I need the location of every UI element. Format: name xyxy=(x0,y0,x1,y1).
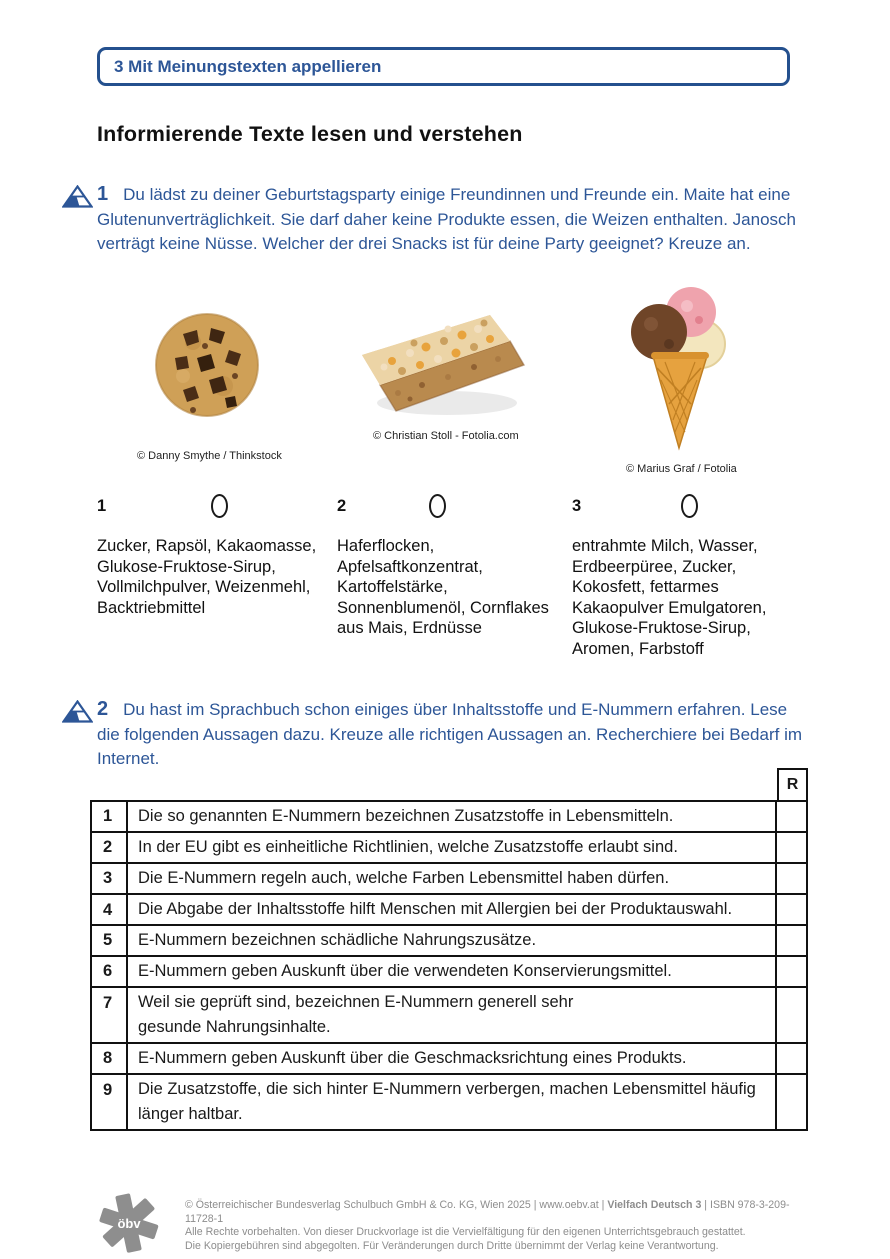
table-row xyxy=(91,1043,807,1074)
cookie-image xyxy=(153,306,261,429)
answer-checkbox-row-1[interactable] xyxy=(776,801,807,832)
exercise-2-number: 2 xyxy=(97,698,109,720)
row-number: 4 xyxy=(91,894,127,925)
credit-cookie: © Danny Smythe / Thinkstock xyxy=(137,450,282,462)
exercise-1 xyxy=(97,182,796,257)
answer-checkbox-row-5[interactable] xyxy=(776,925,807,956)
page-title: Informierende Texte lesen und verstehen xyxy=(97,122,523,146)
chapter-header-box xyxy=(97,47,790,86)
statement-text: In der EU gibt es einheitliche Richtlinien, welche Zusatzstoffe erlaubt sind. xyxy=(127,832,776,863)
check-column-header: R xyxy=(777,768,808,802)
table-row xyxy=(91,832,807,863)
answer-checkbox-row-7[interactable] xyxy=(776,987,807,1043)
table-row xyxy=(91,801,807,832)
ingredients-list-1: Zucker, Rapsöl, Kakaomasse, Glukose-Fruktose-Sirup, Vollmilchpulver, Weizenmehl, Backtriebmittel xyxy=(97,537,317,617)
table-row xyxy=(91,956,807,987)
statement-text: Die E-Nummern regeln auch, welche Farben Lebensmittel haben dürfen. xyxy=(127,863,776,894)
ingredients-list-2: Haferflocken, Apfelsaftkonzentrat, Kartoffelstärke, Sonnenblumenöl, Cornflakes aus Mais, Erdnüsse xyxy=(337,537,549,637)
answer-checkbox-row-3[interactable] xyxy=(776,863,807,894)
row-number: 2 xyxy=(91,832,127,863)
row-number: 5 xyxy=(91,925,127,956)
statement-text: Die Abgabe der Inhaltsstoffe hilft Menschen mit Allergien bei der Produktauswahl. xyxy=(127,894,776,925)
exercise-1-number: 1 xyxy=(97,183,109,205)
chapter-title: 3 Mit Meinungstexten appellieren xyxy=(114,56,382,76)
answer-circle-2[interactable] xyxy=(429,494,446,518)
table-row xyxy=(91,1074,807,1130)
exercise-2-prompt xyxy=(97,697,803,772)
row-number: 7 xyxy=(91,987,127,1043)
answer-checkbox-row-9[interactable] xyxy=(776,1074,807,1130)
footer-line-2: Alle Rechte vorbehalten. Von dieser Druckvorlage ist die Vervielfältigung für den eigenen Unterrichtsgebrauch gestattet. xyxy=(185,1226,746,1239)
footer-imprint xyxy=(185,1199,810,1253)
svg-text:öbv: öbv xyxy=(117,1216,141,1231)
credit-muesli-bar: © Christian Stoll - Fotolia.com xyxy=(373,430,519,442)
ingredients-list-3: entrahmte Milch, Wasser, Erdbeerpüree, Zucker, Kokosfett, fettarmes Kakaopulver Emulgatoren, Glukose-Fruktose-Sirup, Aromen, Farbstoff xyxy=(572,537,767,658)
answer-circle-3[interactable] xyxy=(681,494,698,518)
exercise-1-prompt xyxy=(97,182,796,257)
difficulty-pyramid-icon xyxy=(62,700,93,723)
statement-text: E-Nummern bezeichnen schädliche Nahrungszusätze. xyxy=(127,925,776,956)
exercise-2 xyxy=(97,697,803,772)
statement-text: Die Zusatzstoffe, die sich hinter E-Nummern verbergen, machen Lebensmittel häufig länger haltbar. xyxy=(127,1074,776,1130)
row-number: 9 xyxy=(91,1074,127,1130)
oebv-logo xyxy=(94,1192,168,1254)
answer-checkbox-row-6[interactable] xyxy=(776,956,807,987)
answer-checkbox-row-8[interactable] xyxy=(776,1043,807,1074)
credit-ice-cream: © Marius Graf / Fotolia xyxy=(626,463,737,475)
statements-table xyxy=(90,800,808,1131)
option-1-number: 1 xyxy=(97,497,107,515)
row-number: 6 xyxy=(91,956,127,987)
answer-checkbox-row-2[interactable] xyxy=(776,832,807,863)
answer-checkbox-row-4[interactable] xyxy=(776,894,807,925)
table-row xyxy=(91,925,807,956)
row-number: 1 xyxy=(91,801,127,832)
difficulty-pyramid-icon xyxy=(62,185,93,208)
table-row xyxy=(91,894,807,925)
table-row xyxy=(91,863,807,894)
statement-text: E-Nummern geben Auskunft über die Geschmacksrichtung eines Produkts. xyxy=(127,1043,776,1074)
footer-line-3: Die Kopiergebühren sind abgegolten. Für Veränderungen durch Dritte übernimmt der Verlag keine Verantwortung. xyxy=(185,1239,719,1252)
exercise-2-text: Du hast im Sprachbuch schon einiges über Inhaltsstoffe und E-Nummern erfahren. Lese die folgenden Aussagen dazu. Kreuze alle richtigen Aussagen an. Recherchiere bei Bedarf im Internet. xyxy=(97,700,803,768)
statement-text: Die so genannten E-Nummern bezeichnen Zusatzstoffe in Lebensmitteln. xyxy=(127,801,776,832)
statement-text: Weil sie geprüft sind, bezeichnen E-Nummern generell sehr gesunde Nahrungsinhalte. xyxy=(127,987,776,1043)
option-3-number: 3 xyxy=(572,497,582,515)
exercise-1-text: Du lädst zu deiner Geburtstagsparty einige Freundinnen und Freunde ein. Maite hat eine Glutenunverträglichkeit. Sie darf daher keine Produkte essen, die Weizen enthalten. Janosch verträgt keine Nüsse. Welcher der drei Snacks ist für deine Party geeignet? Kreuze an. xyxy=(97,185,796,253)
muesli-bar-image xyxy=(352,303,532,428)
footer-line-1: © Österreichischer Bundesverlag Schulbuch GmbH & Co. KG, Wien 2025 | www.oebv.at | Vielfach Deutsch 3 | ISBN 978-3-209-11728-1 xyxy=(185,1199,790,1225)
ice-cream-image xyxy=(617,282,741,459)
option-2-number: 2 xyxy=(337,497,347,515)
answer-circle-1[interactable] xyxy=(211,494,228,518)
row-number: 3 xyxy=(91,863,127,894)
row-number: 8 xyxy=(91,1043,127,1074)
statement-text: E-Nummern geben Auskunft über die verwendeten Konservierungsmittel. xyxy=(127,956,776,987)
table-row xyxy=(91,987,807,1043)
